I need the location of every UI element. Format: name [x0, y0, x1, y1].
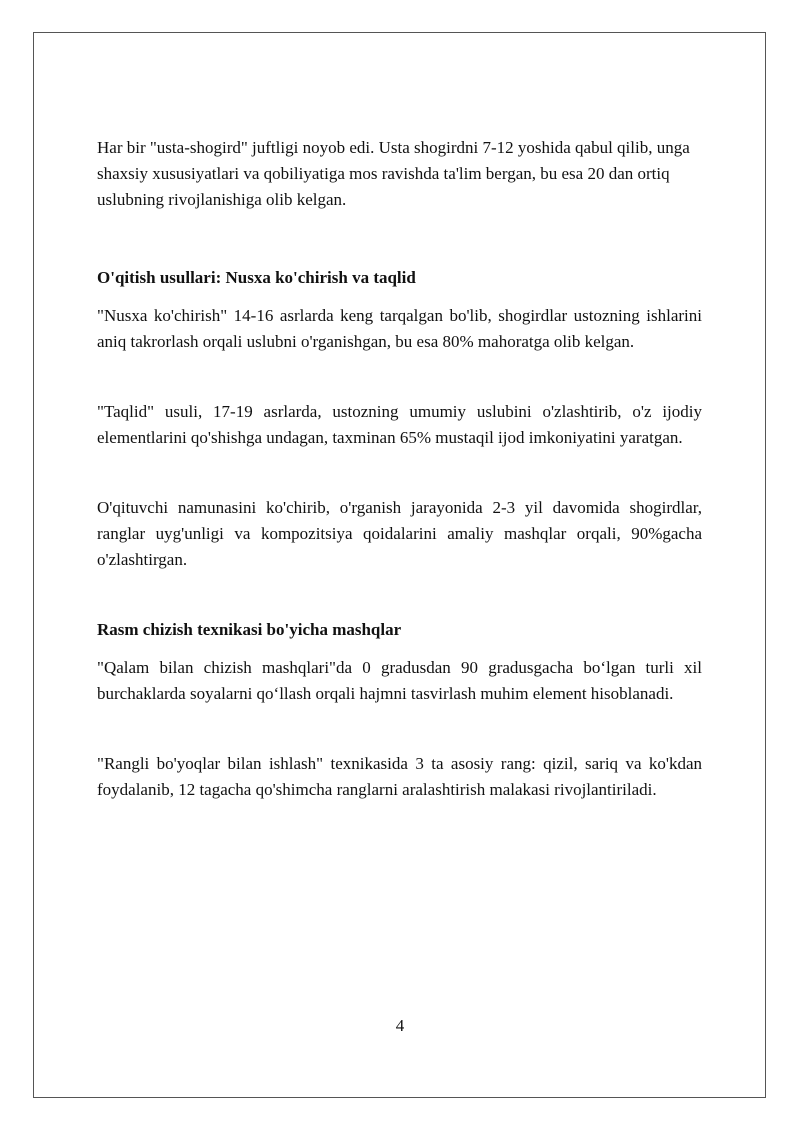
paragraph-copying: "Nusxa ko'chirish" 14-16 asrlarda keng tarqalgan bo'lib, shogirdlar ustozning ishlarini aniq takrorlash orqali uslubni o'rganishgan, bu esa 80% mahoratga olib kelgan.: [97, 306, 702, 351]
page-content: [97, 135, 702, 803]
paragraph-color-paints: "Rangli bo'yoqlar bilan ishlash" texnikasida 3 ta asosiy rang: qizil, sariq va ko'kdan foydalanib, 12 tagacha qo'shimcha ranglarni aralashtirish malakasi rivojlantiriladi.: [97, 754, 702, 799]
paragraph-teacher-sample: O'qituvchi namunasini ko'chirib, o'rganish jarayonida 2-3 yil davomida shogirdlar, ranglar uyg'unligi va kompozitsiya qoidalarini amaliy mashqlar orqali, 90%gacha o'zlashtirgan.: [97, 498, 702, 569]
heading-drawing-exercises: Rasm chizish texnikasi bo'yicha mashqlar: [97, 620, 402, 639]
paragraph-usta-shogird: Har bir "usta-shogird" juftligi noyob edi. Usta shogirdni 7-12 yoshida qabul qilib, unga shaxsiy xususiyatlari va qobiliyatiga mos ravishda ta'lim bergan, bu esa 20 dan ortiq uslubning rivojlanishiga olib kelgan.: [97, 138, 690, 209]
heading-teaching-methods: O'qitish usullari: Nusxa ko'chirish va taqlid: [97, 268, 416, 287]
paragraph-imitation: "Taqlid" usuli, 17-19 asrlarda, ustozning umumiy uslubini o'zlashtirib, o'z ijodiy elementlarini qo'shishga undagan, taxminan 65% mustaqil ijod imkoniyatini yaratgan.: [97, 402, 702, 447]
page-number: 4: [395, 1016, 405, 1035]
paragraph-pencil-drawing: "Qalam bilan chizish mashqlari"da 0 gradusdan 90 gradusgacha bo‘lgan turli xil burchaklarda soyalarni qo‘llash orqali hajmni tasvirlash muhim element hisoblanadi.: [97, 658, 702, 703]
